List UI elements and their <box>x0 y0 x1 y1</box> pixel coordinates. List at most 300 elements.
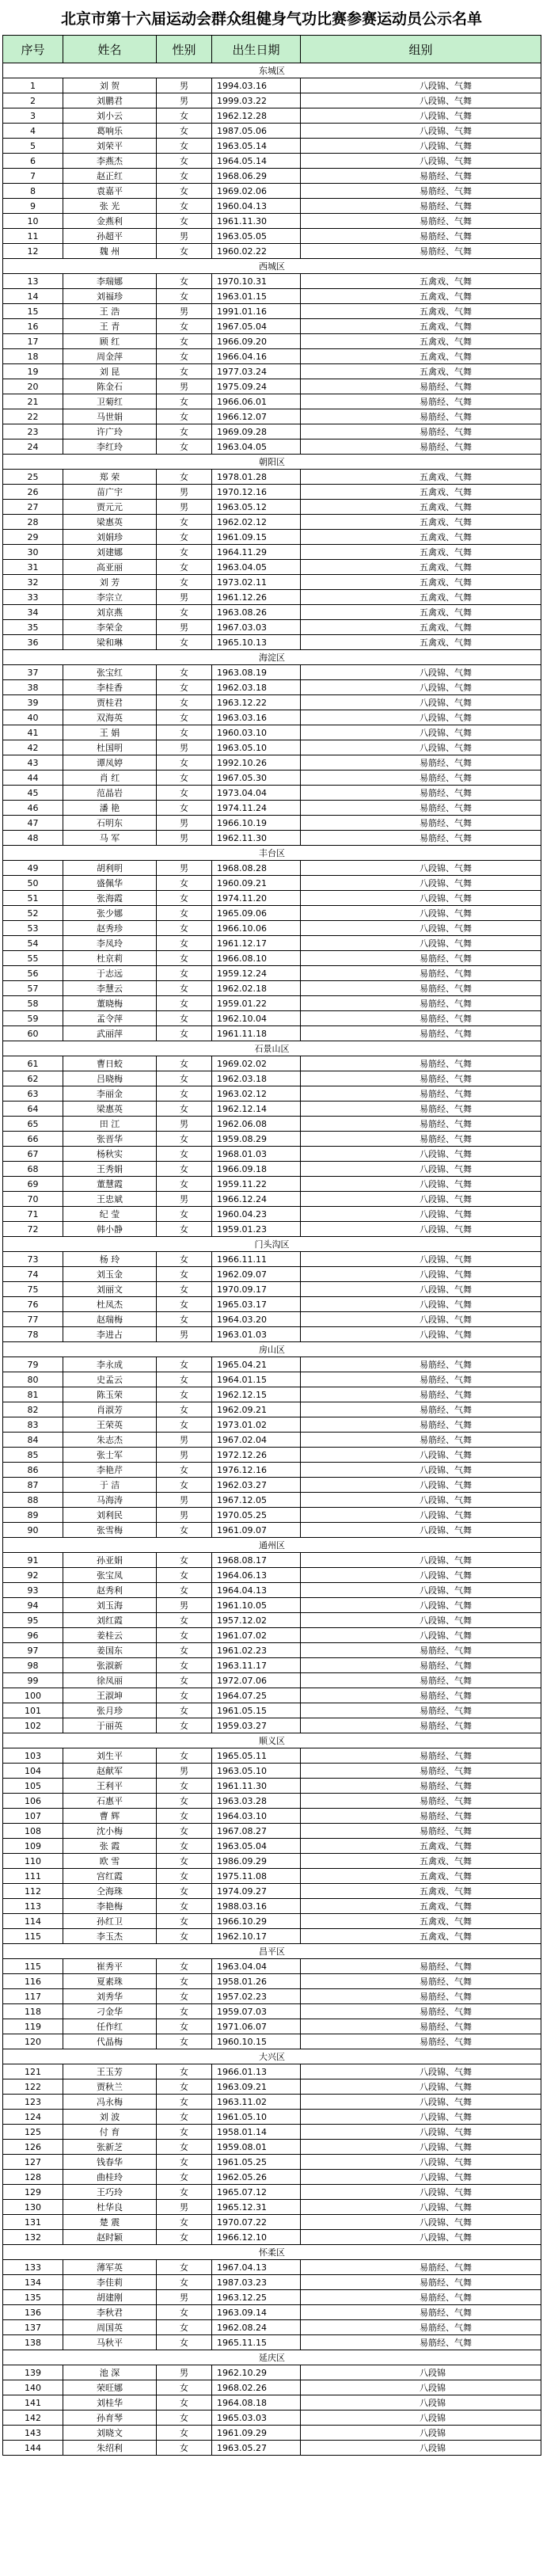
table-row <box>3 996 541 1011</box>
cell-index: 105 <box>3 1779 63 1794</box>
cell-gender: 男 <box>157 2290 212 2305</box>
cell-birthdate: 1967.04.13 <box>212 2260 301 2275</box>
table-row <box>3 1673 541 1688</box>
cell-name: 王玉芳 <box>63 2064 157 2079</box>
cell-group: 易筋经、气舞 <box>301 966 541 981</box>
cell-group: 易筋经、气舞 <box>301 2320 541 2335</box>
cell-birthdate: 1963.04.04 <box>212 1959 301 1974</box>
table-row <box>3 1598 541 1613</box>
cell-birthdate: 1967.03.03 <box>212 620 301 635</box>
table-row <box>3 1011 541 1026</box>
cell-group: 五禽戏、气舞 <box>301 304 541 319</box>
table-row <box>3 1297 541 1312</box>
table-row <box>3 470 541 485</box>
cell-gender: 女 <box>157 1568 212 1583</box>
cell-gender: 女 <box>157 2410 212 2426</box>
cell-birthdate: 1961.05.25 <box>212 2155 301 2170</box>
cell-index: 54 <box>3 936 63 951</box>
cell-group: 八段锦、气舞 <box>301 891 541 906</box>
cell-name: 刘晓文 <box>63 2426 157 2441</box>
cell-gender: 女 <box>157 1628 212 1643</box>
cell-group: 易筋经、气舞 <box>301 1433 541 1448</box>
cell-name: 张淑新 <box>63 1658 157 1673</box>
cell-name: 欧 雪 <box>63 1854 157 1869</box>
cell-gender: 女 <box>157 906 212 921</box>
district-row <box>3 455 541 470</box>
cell-name: 刘丽文 <box>63 1282 157 1297</box>
cell-gender: 女 <box>157 108 212 124</box>
table-row <box>3 78 541 93</box>
cell-index: 73 <box>3 1252 63 1267</box>
cell-gender: 女 <box>157 1162 212 1177</box>
cell-birthdate: 1961.09.29 <box>212 2426 301 2441</box>
table-row <box>3 108 541 124</box>
cell-group: 八段锦、气舞 <box>301 680 541 695</box>
table-row <box>3 500 541 515</box>
table-row <box>3 1794 541 1809</box>
cell-name: 朱绍利 <box>63 2441 157 2456</box>
cell-name: 王巧玲 <box>63 2185 157 2200</box>
header-group: 组别 <box>301 36 541 63</box>
cell-name: 马世娟 <box>63 409 157 424</box>
cell-name: 刘 芳 <box>63 575 157 590</box>
table-row <box>3 1267 541 1282</box>
cell-birthdate: 1964.03.20 <box>212 1312 301 1327</box>
cell-birthdate: 1957.12.02 <box>212 1613 301 1628</box>
cell-birthdate: 1961.12.26 <box>212 590 301 605</box>
cell-birthdate: 1961.10.05 <box>212 1598 301 1613</box>
cell-gender: 男 <box>157 1117 212 1132</box>
cell-gender: 女 <box>157 139 212 154</box>
cell-birthdate: 1962.11.30 <box>212 831 301 846</box>
cell-name: 李燕杰 <box>63 154 157 169</box>
cell-group: 易筋经、气舞 <box>301 1658 541 1673</box>
cell-birthdate: 1963.01.15 <box>212 289 301 304</box>
cell-gender: 女 <box>157 1297 212 1312</box>
cell-group: 八段锦、气舞 <box>301 1508 541 1523</box>
cell-birthdate: 1964.06.13 <box>212 1568 301 1583</box>
district-label: 延庆区 <box>3 2350 541 2365</box>
cell-group: 易筋经、气舞 <box>301 1748 541 1764</box>
cell-group: 八段锦、气舞 <box>301 1478 541 1493</box>
table-row <box>3 1748 541 1764</box>
cell-group: 易筋经、气舞 <box>301 2260 541 2275</box>
cell-birthdate: 1987.03.23 <box>212 2275 301 2290</box>
cell-group: 八段锦、气舞 <box>301 1583 541 1598</box>
cell-group: 易筋经、气舞 <box>301 1372 541 1387</box>
cell-name: 张宝红 <box>63 665 157 680</box>
cell-index: 68 <box>3 1162 63 1177</box>
district-label: 通州区 <box>3 1538 541 1553</box>
cell-birthdate: 1962.12.28 <box>212 108 301 124</box>
cell-name: 谭凤婷 <box>63 755 157 771</box>
cell-index: 114 <box>3 1914 63 1929</box>
cell-birthdate: 1966.10.29 <box>212 1914 301 1929</box>
table-row <box>3 2034 541 2049</box>
cell-gender: 女 <box>157 1583 212 1598</box>
table-row <box>3 1764 541 1779</box>
cell-index: 124 <box>3 2110 63 2125</box>
cell-group: 八段锦 <box>301 2441 541 2456</box>
cell-birthdate: 1960.04.13 <box>212 199 301 214</box>
cell-gender: 女 <box>157 199 212 214</box>
cell-gender: 女 <box>157 1884 212 1899</box>
cell-group: 八段锦、气舞 <box>301 1553 541 1568</box>
table-row <box>3 349 541 364</box>
cell-group: 易筋经、气舞 <box>301 1357 541 1372</box>
cell-group: 八段锦、气舞 <box>301 936 541 951</box>
cell-group: 易筋经、气舞 <box>301 2290 541 2305</box>
cell-name: 杜京莉 <box>63 951 157 966</box>
cell-group: 易筋经、气舞 <box>301 1026 541 1041</box>
cell-group: 五禽戏、气舞 <box>301 620 541 635</box>
cell-index: 10 <box>3 214 63 229</box>
cell-gender: 女 <box>157 1688 212 1703</box>
cell-gender: 女 <box>157 665 212 680</box>
cell-birthdate: 1977.03.24 <box>212 364 301 379</box>
cell-group: 易筋经、气舞 <box>301 1011 541 1026</box>
cell-gender: 女 <box>157 1718 212 1733</box>
cell-index: 45 <box>3 786 63 801</box>
cell-group: 易筋经、气舞 <box>301 1086 541 1102</box>
cell-birthdate: 1963.01.03 <box>212 1327 301 1342</box>
table-row <box>3 786 541 801</box>
cell-name: 肖 红 <box>63 771 157 786</box>
cell-name: 梁和琳 <box>63 635 157 650</box>
district-label: 大兴区 <box>3 2049 541 2064</box>
cell-gender: 男 <box>157 304 212 319</box>
cell-group: 八段锦、气舞 <box>301 2230 541 2245</box>
cell-birthdate: 1959.08.29 <box>212 1132 301 1147</box>
cell-index: 97 <box>3 1643 63 1658</box>
cell-name: 张海霞 <box>63 891 157 906</box>
cell-index: 116 <box>3 1974 63 1989</box>
cell-birthdate: 1963.09.14 <box>212 2305 301 2320</box>
cell-birthdate: 1973.02.11 <box>212 575 301 590</box>
cell-group: 八段锦、气舞 <box>301 1252 541 1267</box>
header-birthdate: 出生日期 <box>212 36 301 63</box>
cell-name: 周金萍 <box>63 349 157 364</box>
cell-name: 李宗立 <box>63 590 157 605</box>
cell-birthdate: 1962.10.04 <box>212 1011 301 1026</box>
cell-gender: 女 <box>157 2004 212 2019</box>
cell-group: 八段锦、气舞 <box>301 1282 541 1297</box>
cell-group: 五禽戏、气舞 <box>301 635 541 650</box>
cell-index: 117 <box>3 1989 63 2004</box>
table-row <box>3 771 541 786</box>
cell-index: 4 <box>3 124 63 139</box>
cell-name: 王 青 <box>63 319 157 334</box>
cell-birthdate: 1968.01.03 <box>212 1147 301 1162</box>
cell-index: 102 <box>3 1718 63 1733</box>
cell-birthdate: 1967.12.05 <box>212 1493 301 1508</box>
cell-index: 109 <box>3 1839 63 1854</box>
cell-birthdate: 1992.10.26 <box>212 755 301 771</box>
cell-name: 王利平 <box>63 1779 157 1794</box>
cell-group: 八段锦、气舞 <box>301 124 541 139</box>
district-row <box>3 2350 541 2365</box>
cell-name: 刁金华 <box>63 2004 157 2019</box>
district-row <box>3 1733 541 1748</box>
cell-index: 64 <box>3 1102 63 1117</box>
cell-index: 81 <box>3 1387 63 1402</box>
cell-name: 孙超平 <box>63 229 157 244</box>
cell-gender: 女 <box>157 575 212 590</box>
cell-index: 47 <box>3 816 63 831</box>
cell-gender: 女 <box>157 424 212 439</box>
cell-index: 118 <box>3 2004 63 2019</box>
cell-gender: 男 <box>157 1493 212 1508</box>
cell-group: 五禽戏、气舞 <box>301 515 541 530</box>
cell-index: 8 <box>3 184 63 199</box>
cell-index: 49 <box>3 861 63 876</box>
cell-gender: 女 <box>157 154 212 169</box>
table-row <box>3 1779 541 1794</box>
cell-name: 刘小云 <box>63 108 157 124</box>
cell-name: 李荣金 <box>63 620 157 635</box>
cell-birthdate: 1966.10.19 <box>212 816 301 831</box>
table-row <box>3 2426 541 2441</box>
cell-index: 22 <box>3 409 63 424</box>
cell-gender: 女 <box>157 184 212 199</box>
cell-name: 贾秋兰 <box>63 2079 157 2095</box>
table-row <box>3 1402 541 1417</box>
table-row <box>3 1086 541 1102</box>
cell-name: 张少娜 <box>63 906 157 921</box>
cell-index: 119 <box>3 2019 63 2034</box>
cell-group: 五禽戏、气舞 <box>301 575 541 590</box>
cell-birthdate: 1968.02.26 <box>212 2380 301 2395</box>
cell-index: 3 <box>3 108 63 124</box>
cell-birthdate: 1978.01.28 <box>212 470 301 485</box>
cell-birthdate: 1962.02.12 <box>212 515 301 530</box>
cell-gender: 女 <box>157 409 212 424</box>
cell-name: 张 光 <box>63 199 157 214</box>
cell-name: 杜国明 <box>63 740 157 755</box>
cell-name: 韩小静 <box>63 1222 157 1237</box>
cell-index: 27 <box>3 500 63 515</box>
table-row <box>3 1583 541 1598</box>
cell-name: 张新芝 <box>63 2140 157 2155</box>
cell-group: 易筋经、气舞 <box>301 755 541 771</box>
cell-index: 141 <box>3 2395 63 2410</box>
cell-group: 易筋经、气舞 <box>301 1718 541 1733</box>
cell-group: 五禽戏、气舞 <box>301 485 541 500</box>
cell-name: 王淑坤 <box>63 1688 157 1703</box>
table-row <box>3 1192 541 1207</box>
cell-group: 八段锦、气舞 <box>301 1463 541 1478</box>
cell-gender: 女 <box>157 2064 212 2079</box>
table-row <box>3 2004 541 2019</box>
cell-birthdate: 1966.08.10 <box>212 951 301 966</box>
table-row <box>3 620 541 635</box>
cell-birthdate: 1960.02.22 <box>212 244 301 259</box>
cell-group: 易筋经、气舞 <box>301 1387 541 1402</box>
cell-name: 纪 莹 <box>63 1207 157 1222</box>
cell-group: 易筋经、气舞 <box>301 2034 541 2049</box>
cell-birthdate: 1962.03.18 <box>212 1071 301 1086</box>
cell-group: 八段锦、气舞 <box>301 921 541 936</box>
table-row <box>3 530 541 545</box>
cell-name: 苗广宇 <box>63 485 157 500</box>
cell-name: 薄军英 <box>63 2260 157 2275</box>
cell-name: 孙育琴 <box>63 2410 157 2426</box>
cell-group: 易筋经、气舞 <box>301 394 541 409</box>
cell-group: 易筋经、气舞 <box>301 409 541 424</box>
table-row <box>3 1026 541 1041</box>
table-row <box>3 1809 541 1824</box>
cell-gender: 女 <box>157 1824 212 1839</box>
table-header <box>3 36 541 63</box>
cell-gender: 男 <box>157 229 212 244</box>
cell-birthdate: 1961.02.23 <box>212 1643 301 1658</box>
cell-gender: 女 <box>157 2275 212 2290</box>
cell-index: 13 <box>3 274 63 289</box>
cell-group: 易筋经、气舞 <box>301 816 541 831</box>
cell-group: 五禽戏、气舞 <box>301 545 541 560</box>
cell-name: 张士军 <box>63 1448 157 1463</box>
cell-group: 易筋经、气舞 <box>301 1824 541 1839</box>
cell-birthdate: 1972.12.26 <box>212 1448 301 1463</box>
cell-birthdate: 1961.12.17 <box>212 936 301 951</box>
cell-name: 史孟云 <box>63 1372 157 1387</box>
cell-index: 90 <box>3 1523 63 1538</box>
table-row <box>3 2064 541 2079</box>
cell-index: 24 <box>3 439 63 455</box>
cell-group: 五禽戏、气舞 <box>301 590 541 605</box>
cell-birthdate: 1962.09.21 <box>212 1402 301 1417</box>
cell-group: 易筋经、气舞 <box>301 1102 541 1117</box>
cell-birthdate: 1965.09.06 <box>212 906 301 921</box>
cell-gender: 女 <box>157 1282 212 1297</box>
cell-group: 五禽戏、气舞 <box>301 1869 541 1884</box>
cell-birthdate: 1963.08.26 <box>212 605 301 620</box>
cell-gender: 女 <box>157 515 212 530</box>
table-row <box>3 1056 541 1071</box>
cell-name: 王忠斌 <box>63 1192 157 1207</box>
cell-name: 周国英 <box>63 2320 157 2335</box>
cell-index: 9 <box>3 199 63 214</box>
cell-index: 108 <box>3 1824 63 1839</box>
cell-index: 71 <box>3 1207 63 1222</box>
cell-gender: 女 <box>157 710 212 725</box>
cell-index: 128 <box>3 2170 63 2185</box>
cell-group: 五禽戏、气舞 <box>301 470 541 485</box>
cell-gender: 女 <box>157 364 212 379</box>
cell-group: 易筋经、气舞 <box>301 214 541 229</box>
cell-group: 八段锦、气舞 <box>301 1613 541 1628</box>
table-row <box>3 1357 541 1372</box>
cell-name: 李艳芹 <box>63 1463 157 1478</box>
district-row <box>3 1342 541 1357</box>
cell-birthdate: 1967.08.27 <box>212 1824 301 1839</box>
cell-name: 王秀娟 <box>63 1162 157 1177</box>
cell-birthdate: 1964.07.25 <box>212 1688 301 1703</box>
cell-name: 马秋平 <box>63 2335 157 2350</box>
cell-group: 五禽戏、气舞 <box>301 334 541 349</box>
cell-gender: 女 <box>157 1974 212 1989</box>
cell-birthdate: 1961.09.15 <box>212 530 301 545</box>
cell-group: 八段锦、气舞 <box>301 665 541 680</box>
cell-group: 易筋经、气舞 <box>301 1402 541 1417</box>
cell-name: 刘玉金 <box>63 1267 157 1282</box>
cell-gender: 女 <box>157 2095 212 2110</box>
cell-index: 120 <box>3 2034 63 2049</box>
table-row <box>3 2125 541 2140</box>
cell-name: 刘利民 <box>63 1508 157 1523</box>
cell-index: 14 <box>3 289 63 304</box>
table-row <box>3 1222 541 1237</box>
cell-birthdate: 1963.12.22 <box>212 695 301 710</box>
table-row <box>3 1989 541 2004</box>
table-row <box>3 1448 541 1463</box>
cell-index: 138 <box>3 2335 63 2350</box>
cell-group: 五禽戏、气舞 <box>301 500 541 515</box>
cell-name: 李艳梅 <box>63 1899 157 1914</box>
cell-birthdate: 1964.04.13 <box>212 1583 301 1598</box>
table-body <box>3 63 541 2456</box>
cell-name: 刘 贺 <box>63 78 157 93</box>
header-gender: 性别 <box>157 36 212 63</box>
cell-group: 八段锦、气舞 <box>301 906 541 921</box>
cell-index: 78 <box>3 1327 63 1342</box>
cell-gender: 女 <box>157 771 212 786</box>
cell-group: 八段锦、气舞 <box>301 1598 541 1613</box>
cell-group: 八段锦、气舞 <box>301 2200 541 2215</box>
cell-gender: 男 <box>157 861 212 876</box>
cell-birthdate: 1970.12.16 <box>212 485 301 500</box>
cell-gender: 女 <box>157 981 212 996</box>
cell-index: 19 <box>3 364 63 379</box>
cell-index: 89 <box>3 1508 63 1523</box>
cell-group: 八段锦、气舞 <box>301 1177 541 1192</box>
cell-gender: 女 <box>157 921 212 936</box>
cell-birthdate: 1970.09.17 <box>212 1282 301 1297</box>
cell-birthdate: 1973.04.04 <box>212 786 301 801</box>
table-row <box>3 1628 541 1643</box>
cell-group: 八段锦、气舞 <box>301 1327 541 1342</box>
cell-name: 宫红霞 <box>63 1869 157 1884</box>
cell-gender: 女 <box>157 1478 212 1493</box>
district-label: 石景山区 <box>3 1041 541 1056</box>
header-name: 姓名 <box>63 36 157 63</box>
table-row <box>3 740 541 755</box>
table-row <box>3 1312 541 1327</box>
cell-birthdate: 1969.02.02 <box>212 1056 301 1071</box>
table-row <box>3 304 541 319</box>
cell-gender: 女 <box>157 1267 212 1282</box>
cell-index: 39 <box>3 695 63 710</box>
cell-gender: 女 <box>157 2335 212 2350</box>
table-row <box>3 1974 541 1989</box>
cell-index: 82 <box>3 1402 63 1417</box>
cell-name: 沈小梅 <box>63 1824 157 1839</box>
cell-gender: 女 <box>157 1086 212 1102</box>
cell-index: 59 <box>3 1011 63 1026</box>
cell-index: 16 <box>3 319 63 334</box>
cell-group: 八段锦、气舞 <box>301 2064 541 2079</box>
cell-birthdate: 1962.10.17 <box>212 1929 301 1944</box>
cell-gender: 女 <box>157 2125 212 2140</box>
cell-gender: 女 <box>157 1854 212 1869</box>
cell-index: 46 <box>3 801 63 816</box>
cell-group: 易筋经、气舞 <box>301 169 541 184</box>
cell-birthdate: 1963.05.27 <box>212 2441 301 2456</box>
cell-index: 40 <box>3 710 63 725</box>
table-row <box>3 2095 541 2110</box>
cell-index: 38 <box>3 680 63 695</box>
cell-name: 于 洁 <box>63 1478 157 1493</box>
